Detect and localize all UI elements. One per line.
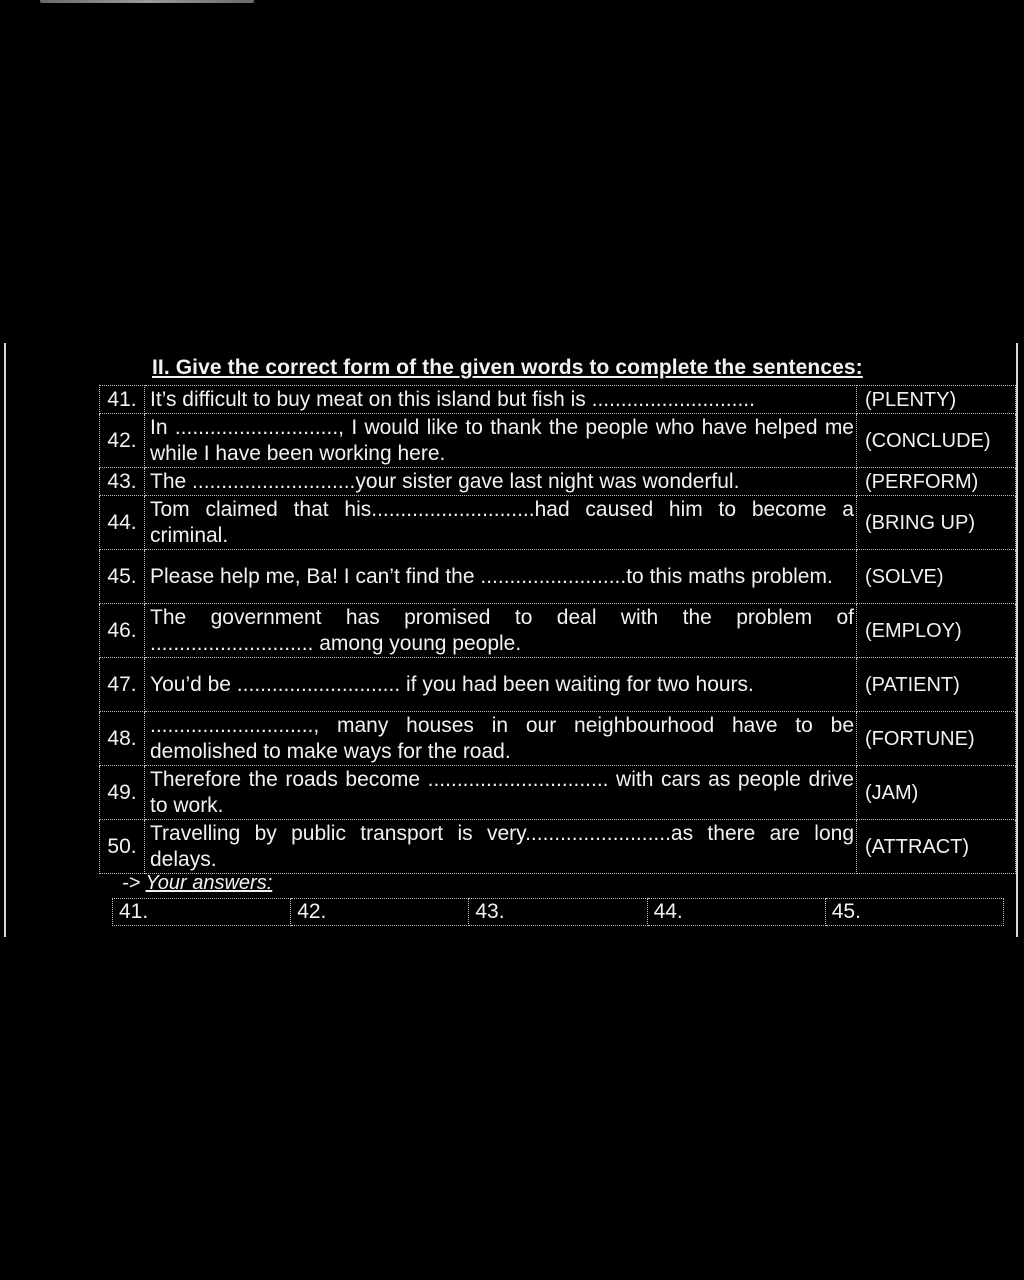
- question-sentence: You’d be ............................ if you had been waiting for two hours.: [145, 658, 857, 712]
- table-row: [100, 712, 1016, 766]
- answers-label-text: Your answers:: [145, 872, 273, 894]
- answer-cell[interactable]: 44.: [647, 899, 825, 926]
- exercise-table: [99, 385, 1016, 874]
- question-sentence: The ............................your sister gave last night was wonderful.: [145, 468, 857, 496]
- table-row: [100, 468, 1016, 496]
- top-scrollbar: [40, 0, 254, 3]
- answer-cell[interactable]: 45.: [825, 899, 1003, 926]
- question-sentence: In ............................, I would like to thank the people who have helped me while I have been working here.: [145, 414, 857, 468]
- table-row: [100, 414, 1016, 468]
- question-number: 42.: [100, 414, 145, 468]
- answers-label: [122, 872, 272, 895]
- given-word: (PERFORM): [857, 468, 1016, 496]
- question-sentence: Tom claimed that his............................had caused him to become a criminal.: [145, 496, 857, 550]
- given-word: (FORTUNE): [857, 712, 1016, 766]
- question-number: 43.: [100, 468, 145, 496]
- question-sentence: It’s difficult to buy meat on this island but fish is ............................: [145, 386, 857, 414]
- answer-cell[interactable]: 41.: [113, 899, 291, 926]
- table-row: [100, 496, 1016, 550]
- table-row: [100, 604, 1016, 658]
- right-border-line: [1016, 343, 1018, 937]
- given-word: (ATTRACT): [857, 820, 1016, 874]
- answers-table: [112, 898, 1004, 926]
- question-number: 50.: [100, 820, 145, 874]
- question-sentence: Please help me, Ba! I can’t find the .........................to this maths problem.: [145, 550, 857, 604]
- left-border-line: [4, 343, 6, 937]
- question-sentence: The government has promised to deal with the problem of ............................ among young people.: [145, 604, 857, 658]
- question-number: 46.: [100, 604, 145, 658]
- question-sentence: ............................, many houses in our neighbourhood have to be demolished to make ways for the road.: [145, 712, 857, 766]
- table-row: [100, 766, 1016, 820]
- answer-cell[interactable]: 43.: [469, 899, 647, 926]
- question-sentence: Therefore the roads become ............................... with cars as people drive to work.: [145, 766, 857, 820]
- given-word: (PATIENT): [857, 658, 1016, 712]
- given-word: (SOLVE): [857, 550, 1016, 604]
- table-row: [100, 550, 1016, 604]
- question-number: 49.: [100, 766, 145, 820]
- answer-cell[interactable]: 42.: [291, 899, 469, 926]
- given-word: (BRING UP): [857, 496, 1016, 550]
- question-sentence: Travelling by public transport is very.........................as there are long delays.: [145, 820, 857, 874]
- question-number: 45.: [100, 550, 145, 604]
- question-number: 48.: [100, 712, 145, 766]
- question-number: 47.: [100, 658, 145, 712]
- section-title: II. Give the correct form of the given words to complete the sentences:: [152, 356, 863, 379]
- answers-arrow: ->: [122, 872, 141, 894]
- table-row: [100, 820, 1016, 874]
- given-word: (EMPLOY): [857, 604, 1016, 658]
- table-row: [100, 386, 1016, 414]
- answers-row: [113, 899, 1004, 926]
- table-row: [100, 658, 1016, 712]
- given-word: (CONCLUDE): [857, 414, 1016, 468]
- question-number: 41.: [100, 386, 145, 414]
- given-word: (JAM): [857, 766, 1016, 820]
- given-word: (PLENTY): [857, 386, 1016, 414]
- question-number: 44.: [100, 496, 145, 550]
